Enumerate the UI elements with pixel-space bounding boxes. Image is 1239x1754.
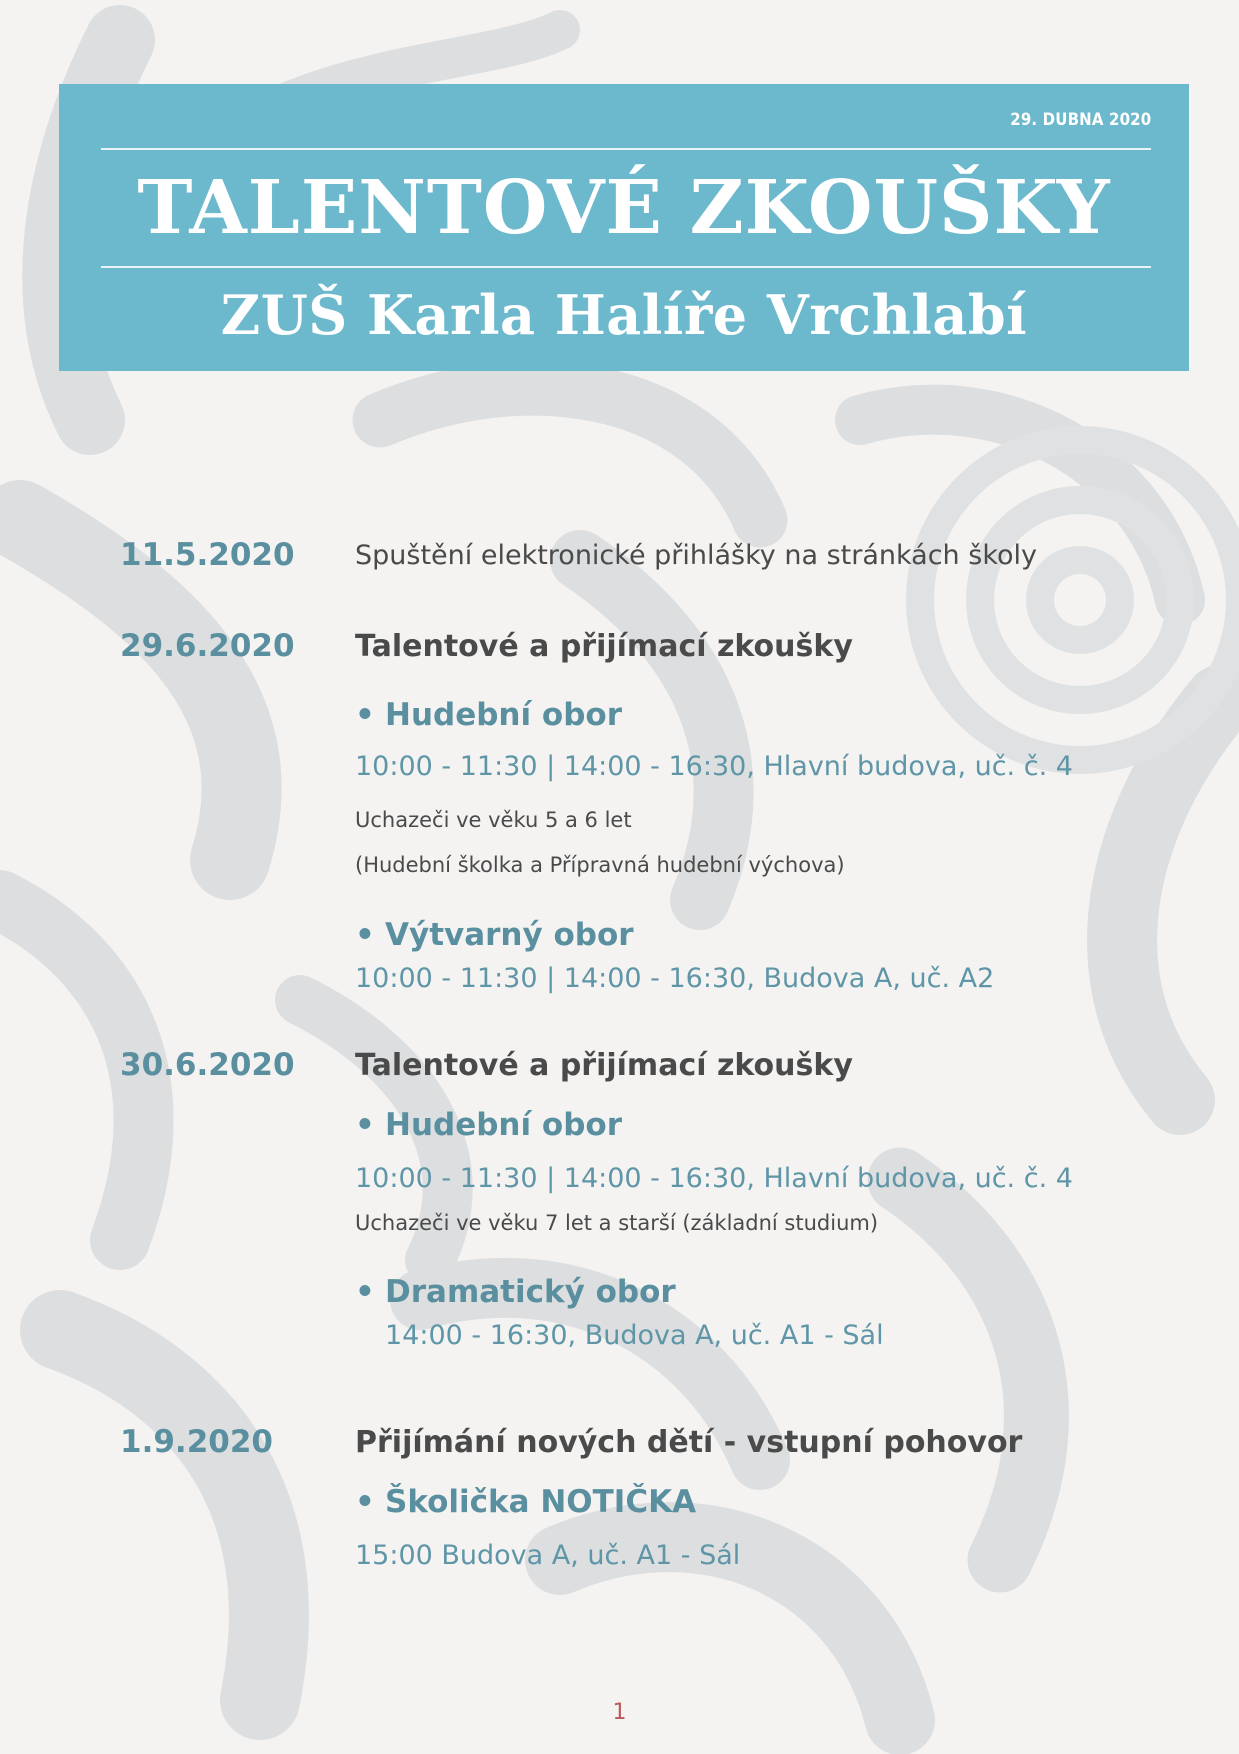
program-name: Školička NOTIČKA bbox=[385, 1484, 697, 1520]
bullet-icon: • bbox=[355, 1484, 375, 1520]
program-name: Hudební obor bbox=[385, 697, 622, 733]
schedule-date: 29.6.2020 bbox=[120, 628, 295, 664]
page-subtitle: ZUŠ Karla Halíře Vrchlabí bbox=[220, 283, 1028, 347]
program-time: 15:00 Budova A, uč. A1 - Sál bbox=[355, 1540, 741, 1571]
program-name: Výtvarný obor bbox=[385, 917, 634, 953]
schedule-text: Spuštění elektronické přihlášky na stránkách školy bbox=[355, 540, 1037, 571]
program-item bbox=[355, 697, 622, 733]
bullet-icon: • bbox=[355, 917, 375, 953]
schedule-date: 30.6.2020 bbox=[120, 1047, 295, 1083]
program-note: Uchazeči ve věku 5 a 6 let bbox=[355, 808, 632, 832]
page-title: TALENTOVÉ ZKOUŠKY bbox=[137, 165, 1111, 251]
program-time: 10:00 - 11:30 | 14:00 - 16:30, Hlavní budova, uč. č. 4 bbox=[355, 1163, 1073, 1194]
header-rule-top bbox=[101, 148, 1151, 150]
page-number: 1 bbox=[612, 1700, 627, 1725]
program-name: Hudební obor bbox=[385, 1107, 622, 1143]
header-rule-bottom bbox=[101, 266, 1151, 268]
bullet-icon: • bbox=[355, 697, 375, 733]
program-item bbox=[355, 917, 634, 953]
program-item bbox=[355, 1107, 622, 1143]
schedule-heading: Talentové a přijímací zkoušky bbox=[355, 629, 853, 664]
program-note: Uchazeči ve věku 7 let a starší (základní studium) bbox=[355, 1211, 879, 1235]
schedule-heading: Přijímání nových dětí - vstupní pohovor bbox=[355, 1425, 1023, 1460]
program-note: (Hudební školka a Přípravná hudební výchova) bbox=[355, 853, 845, 877]
program-time: 14:00 - 16:30, Budova A, uč. A1 - Sál bbox=[385, 1320, 884, 1351]
program-time: 10:00 - 11:30 | 14:00 - 16:30, Budova A, uč. A2 bbox=[355, 963, 995, 994]
schedule-heading: Talentové a přijímací zkoušky bbox=[355, 1048, 853, 1083]
header-date: 29. DUBNA 2020 bbox=[1009, 110, 1151, 130]
schedule-date: 11.5.2020 bbox=[120, 537, 295, 573]
bullet-icon: • bbox=[355, 1274, 375, 1310]
header-banner bbox=[59, 84, 1189, 371]
program-item bbox=[355, 1484, 696, 1520]
program-time: 10:00 - 11:30 | 14:00 - 16:30, Hlavní budova, uč. č. 4 bbox=[355, 751, 1073, 782]
bullet-icon: • bbox=[355, 1107, 375, 1143]
program-item bbox=[355, 1274, 676, 1310]
program-name: Dramatický obor bbox=[385, 1274, 676, 1310]
schedule-date: 1.9.2020 bbox=[120, 1424, 273, 1460]
